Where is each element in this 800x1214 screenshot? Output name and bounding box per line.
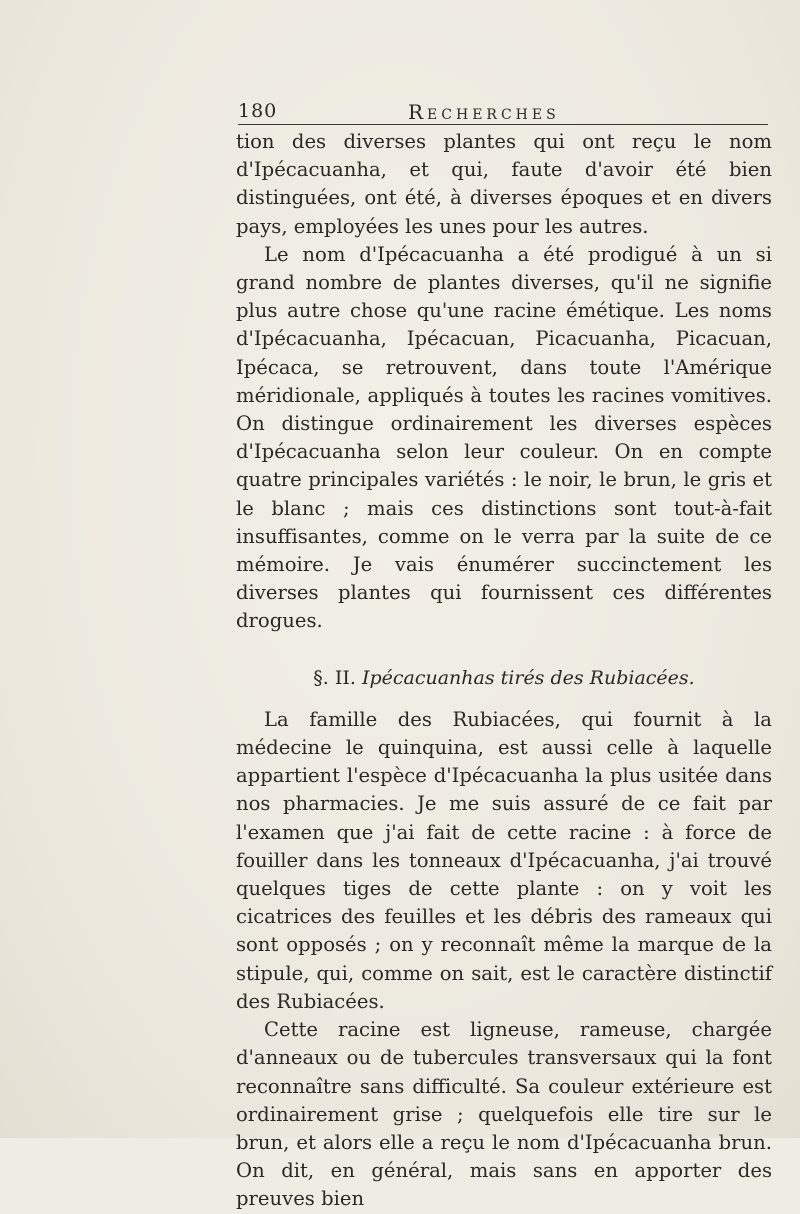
page-body	[236, 128, 772, 1214]
page-number: 180	[238, 100, 278, 122]
paragraph-rubiacees: La famille des Rubiacées, qui fournit à la médecine le quinquina, est aussi celle à laquelle appartient l'espèce d'Ipécacuanha la plus usitée dans nos pharmacies. Je me suis assuré de ce fait par l'examen que j'ai fait de cette racine : à force de fouiller dans les tonneaux d'Ipécacuanha, j'ai trouvé quelques tiges de cette plante : on y voit les cicatrices des feuilles et les débris des rameaux qui sont opposés ; on y reconnaît même la marque de la stipule, qui, comme on sait, est le caractère distinctif des Rubiacées.	[236, 707, 772, 1013]
paragraph-ipecacuanha-names: Le nom d'Ipécacuanha a été prodigué à un si grand nombre de plantes diverses, qu'il ne signifie plus autre chose qu'une racine émétique. Les noms d'Ipécacuanha, Ipécacuan, Picacuanha, Picacuan, Ipécaca, se retrouvent, dans toute l'Amérique méridionale, appliqués à toutes les racines vomitives. On distingue ordinairement les diverses espèces d'Ipécacuanha selon leur couleur. On en compte quatre principales variétés : le noir, le brun, le gris et le blanc ; mais ces distinctions sont tout-à-fait insuffisantes, comme on le verra par la suite de ce mémoire. Je vais énumérer succinctement les diverses plantes qui fournissent ces différentes drogues.	[236, 242, 772, 633]
running-head: Recherches	[408, 100, 560, 124]
section-number: §. II.	[313, 666, 356, 689]
paragraph-continued: tion des diverses plantes qui ont reçu le nom d'Ipécacuanha, et qui, faute d'avoir été bien distinguées, ont été, à diverses époques et en divers pays, employées les unes pour les autres.	[236, 130, 772, 238]
paragraph-root-description: Cette racine est ligneuse, rameuse, chargée d'anneaux ou de tubercules transversaux qui la font reconnaître sans difficulté. Sa couleur extérieure est ordinairement grise ; quelquefois elle tire sur le brun, et alors elle a reçu le nom d'Ipécacuanha brun. On dit, en général, mais sans en apporter des preuves bien	[236, 1018, 772, 1211]
section-heading	[236, 664, 772, 692]
section-title: Ipécacuanhas tirés des Rubiacées.	[361, 666, 695, 689]
page-header	[238, 100, 768, 125]
